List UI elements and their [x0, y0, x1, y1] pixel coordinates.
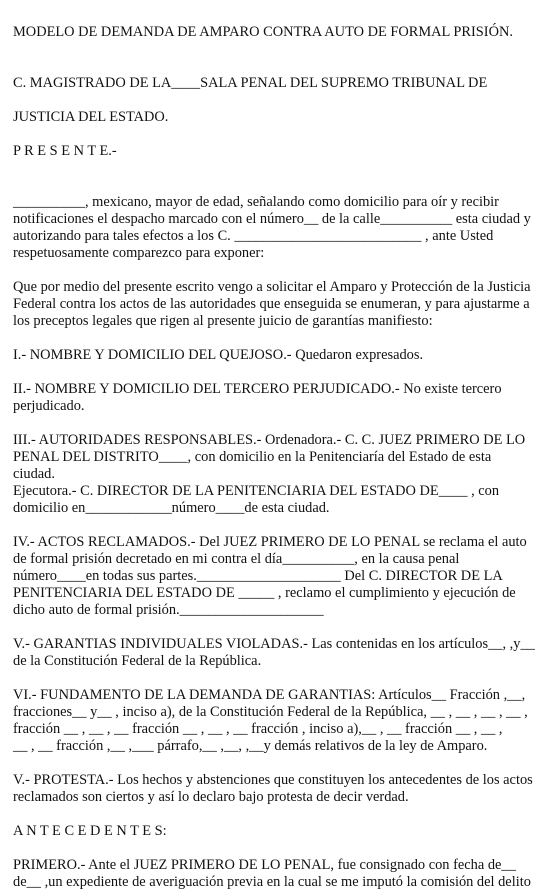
section-quejoso: I.- NOMBRE Y DOMICILIO DEL QUEJOSO.- Quedaron expresados. — [13, 347, 424, 363]
section-fundamento: VI.- FUNDAMENTO DE LA DEMANDA DE GARANTIAS: Artículos__ Fracción ,__, fracciones__ y__ , inciso a), de la Constitución Federal de la República, __ , __ , __ , __ , fracción __ , __ , __ fracción __ , __ , __ fracción , inciso a),__ , __ fracción __ , __ , __ , __ fracción ,__ ,___ párrafo,__ ,__, ,__y demás relativos de la ley de Amparo. — [13, 687, 528, 754]
section-tercero-perjudicado: II.- NOMBRE Y DOMICILIO DEL TERCERO PERJUDICADO.- No existe tercero perjudicado. — [13, 381, 502, 414]
intro-paragraph: __________, mexicano, mayor de edad, señalando como domicilio para oír y recibir notificaciones el despacho marcado con el número__ de la calle__________ esta ciudad y autorizando para tales efectos a los C. __________________________ , ante Usted respetuosamente comparezco para exponer: — [13, 194, 531, 261]
document-title: MODELO DE DEMANDA DE AMPARO CONTRA AUTO DE FORMAL PRISIÓN. — [13, 24, 513, 40]
section-autoridades-responsables: III.- AUTORIDADES RESPONSABLES.- Ordenadora.- C. C. JUEZ PRIMERO DE LO PENAL DEL DISTRITO____, con domicilio en la Penitenciaría del Estado de esta ciudad. Ejecutora.- C. DIRECTOR DE LA PENITENCIARIA DEL ESTADO DE____ , con domicilio en____________número____de esta ciudad. — [13, 432, 526, 516]
section-actos-reclamados: IV.- ACTOS RECLAMADOS.- Del JUEZ PRIMERO DE LO PENAL se reclama el auto de formal prisión decretado en mi contra el día__________, en la causa penal número____en todas sus partes.____________________ Del C. DIRECTOR DE LA PENITENCIARIA DEL ESTADO DE _____ , reclamo el cumplimiento y ejecución de dicho auto de formal prisión.____________________ — [13, 534, 527, 618]
addressee-line-1: C. MAGISTRADO DE LA____SALA PENAL DEL SUPREMO TRIBUNAL DE — [13, 75, 488, 91]
addressee-block — [13, 58, 535, 177]
addressee-line-2: JUSTICIA DEL ESTADO. — [13, 109, 169, 125]
section-protesta: V.- PROTESTA.- Los hechos y abstenciones que constituyen los antecedentes de los actos reclamados son ciertos y así lo declaro bajo protesta de decir verdad. — [13, 772, 533, 805]
antecedentes-heading: A N T E C E D E N T E S: — [13, 823, 167, 839]
section-garantias-violadas: V.- GARANTIAS INDIVIDUALES VIOLADAS.- Las contenidas en los artículos__, ,y__ de la Constitución Federal de la República. — [13, 636, 535, 669]
document-page — [13, 24, 535, 891]
presente-line: P R E S E N T E.- — [13, 143, 117, 159]
antecedente-primero: PRIMERO.- Ante el JUEZ PRIMERO DE LO PENAL, fue consignado con fecha de__ de__ ,un expediente de averiguación previa en la cual se me imputó la comisión del delito — [13, 857, 531, 890]
request-paragraph: Que por medio del presente escrito vengo a solicitar el Amparo y Protección de la Justicia Federal contra los actos de las autoridades que enseguida se enumeran, y para ajustarme a los preceptos legales que rigen al presente juicio de garantías manifiesto: — [13, 279, 531, 329]
